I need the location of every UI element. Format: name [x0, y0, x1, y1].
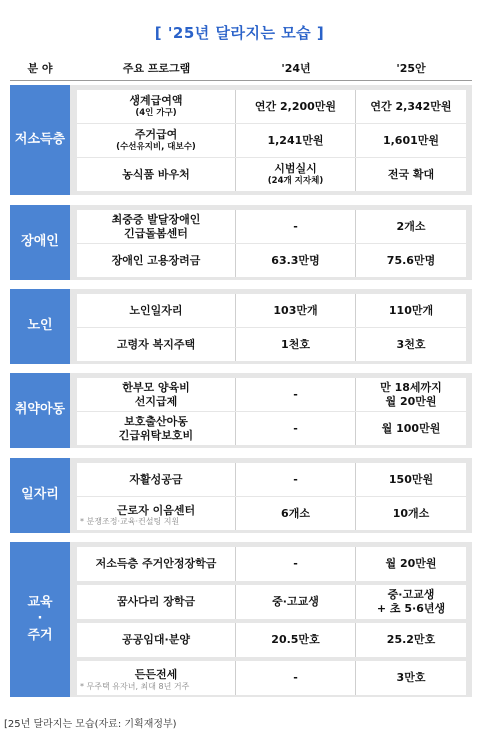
page-title: [ '25년 달라지는 모습 ] [154, 24, 325, 42]
program-cell [77, 497, 236, 530]
value-2024-cell [236, 158, 356, 191]
value-2024-cell [236, 497, 356, 530]
value-2024-cell [236, 661, 356, 695]
header-divider [10, 80, 472, 81]
program-name: 긴급돌봄센터 [124, 226, 188, 240]
program-note: * 분쟁조정·교육·컨설팅 지원 [80, 517, 180, 526]
value-2024-cell [236, 378, 356, 411]
value-2025-cell [356, 463, 466, 496]
table-row [77, 124, 466, 157]
value-2024-cell [236, 412, 356, 445]
program-name: 생계급여액 [129, 94, 183, 108]
value-2024: - [293, 421, 298, 435]
table-row [77, 661, 466, 695]
program-subtext: (4인 가구) [135, 108, 177, 119]
value-2025: 1,601만원 [382, 133, 440, 147]
table-section [10, 458, 472, 533]
value-2025: 150만원 [388, 472, 434, 486]
caption: [25년 달라지는 모습(자료: 기획재정부) [4, 719, 177, 730]
program-cell [77, 244, 236, 277]
value-2025: 월 20만원 [385, 394, 437, 408]
value-2024-cell [236, 294, 356, 327]
program-name: 저소득층 주거안정장학금 [95, 557, 217, 571]
table-row [77, 158, 466, 191]
table-row [77, 90, 466, 123]
category-label: 저소득층 [10, 85, 70, 195]
table-section [10, 205, 472, 280]
value-2024: 연간 2,200만원 [254, 99, 337, 113]
table-row [77, 378, 466, 411]
program-cell [77, 623, 236, 657]
category-label: 장애인 [10, 205, 70, 280]
value-2025-cell [356, 124, 466, 157]
value-2025: 3천호 [396, 337, 426, 351]
value-2025: 3만호 [396, 671, 426, 685]
program-name: 근로자 이음센터 [116, 504, 196, 517]
program-note: * 무주택 유자녀, 최대 8년 거주 [80, 682, 190, 691]
header-field: 분 야 [27, 62, 53, 75]
value-2024-cell [236, 623, 356, 657]
header-program: 주요 프로그램 [122, 62, 191, 75]
program-name: 긴급위탁보호비 [118, 428, 194, 442]
table-row [77, 412, 466, 445]
value-2024-cell [236, 463, 356, 496]
value-2024: 1,241만원 [267, 133, 324, 147]
table-row [77, 294, 466, 327]
program-cell [77, 328, 236, 361]
value-2024: - [293, 557, 298, 571]
program-name: 장애인 고용장려금 [111, 253, 201, 267]
value-2024-cell [236, 547, 356, 581]
value-2024: 6개소 [281, 506, 310, 520]
program-name: 공공임대·분양 [122, 633, 190, 647]
value-2025: 110만개 [388, 303, 434, 317]
program-name: 꿈사다리 장학금 [116, 595, 196, 609]
header-2024: '24년 [281, 62, 311, 75]
value-2025-cell [356, 328, 466, 361]
value-2024: 63.3만명 [271, 253, 320, 267]
value-2025: 2개소 [396, 219, 426, 233]
value-2024: - [293, 219, 298, 233]
table-row [77, 328, 466, 361]
value-2025: 75.6만명 [386, 253, 436, 267]
program-name: 고령자 복지주택 [116, 337, 196, 351]
table-row [77, 210, 466, 243]
program-name: 자활성공금 [129, 472, 183, 486]
value-2025-cell [356, 661, 466, 695]
program-name: 보호출산아동 [124, 414, 188, 428]
value-2024: - [293, 472, 298, 486]
value-2025: + 초 5·6년생 [376, 602, 446, 615]
value-2024-subtext: (24개 지자체) [267, 176, 324, 187]
value-2024: 1천호 [281, 337, 310, 351]
program-cell [77, 378, 236, 411]
table-section [10, 289, 472, 364]
program-cell [77, 412, 236, 445]
category-label: 일자리 [10, 458, 70, 533]
value-2025-cell [356, 294, 466, 327]
category-label: 노인 [10, 289, 70, 364]
value-2025: 월 20만원 [385, 557, 437, 571]
category-label: 교육 · 주거 [10, 542, 70, 697]
program-subtext: (수선유지비, 대보수) [116, 142, 196, 153]
program-name: 최중증 발달장애인 [111, 212, 201, 226]
value-2025-cell [356, 158, 466, 191]
value-2024-cell [236, 244, 356, 277]
value-2024: - [293, 671, 298, 685]
program-cell [77, 90, 236, 123]
value-2024: 103만개 [273, 303, 318, 317]
value-2025-cell [356, 210, 466, 243]
program-cell [77, 463, 236, 496]
value-2025: 전국 확대 [387, 167, 435, 181]
value-2025-cell [356, 378, 466, 411]
table-row [77, 463, 466, 496]
program-cell [77, 661, 236, 695]
value-2024: 중·고교생 [272, 595, 319, 609]
value-2025-cell [356, 547, 466, 581]
table-row [77, 623, 466, 657]
program-name: 든든전세 [134, 668, 178, 681]
table-section [10, 542, 472, 697]
value-2024: - [293, 387, 298, 401]
table-row [77, 244, 466, 277]
table-section [10, 85, 472, 195]
program-cell [77, 124, 236, 157]
value-2024-cell [236, 124, 356, 157]
program-cell [77, 547, 236, 581]
value-2025: 중·고교생 [387, 588, 435, 602]
value-2025-cell [356, 623, 466, 657]
program-name: 주거급여 [134, 128, 178, 142]
program-cell [77, 294, 236, 327]
value-2025-cell [356, 244, 466, 277]
value-2024: 20.5만호 [271, 633, 320, 647]
table-row [77, 497, 466, 530]
table-row [77, 547, 466, 581]
table-row [77, 585, 466, 619]
program-name: 한부모 양육비 [122, 380, 190, 394]
value-2025-cell [356, 497, 466, 530]
program-name: 선지급제 [134, 394, 178, 408]
value-2025: 연간 2,342만원 [370, 99, 452, 113]
value-2024-cell [236, 90, 356, 123]
program-cell [77, 210, 236, 243]
value-2025: 10개소 [392, 506, 430, 520]
value-2024-cell [236, 210, 356, 243]
value-2025: 만 18세까지 [380, 380, 442, 394]
program-cell [77, 585, 236, 619]
value-2024: 시범실시 [274, 162, 317, 176]
program-name: 노인일자리 [129, 303, 183, 317]
value-2024-cell [236, 585, 356, 619]
table-section [10, 373, 472, 448]
header-2025: '25안 [396, 62, 426, 75]
value-2025-cell [356, 585, 466, 619]
program-cell [77, 158, 236, 191]
category-label: 취약아동 [10, 373, 70, 448]
value-2024-cell [236, 328, 356, 361]
value-2025: 월 100만원 [381, 421, 441, 435]
value-2025-cell [356, 90, 466, 123]
value-2025-cell [356, 412, 466, 445]
program-name: 농식품 바우처 [122, 167, 190, 181]
value-2025: 25.2만호 [386, 633, 436, 647]
